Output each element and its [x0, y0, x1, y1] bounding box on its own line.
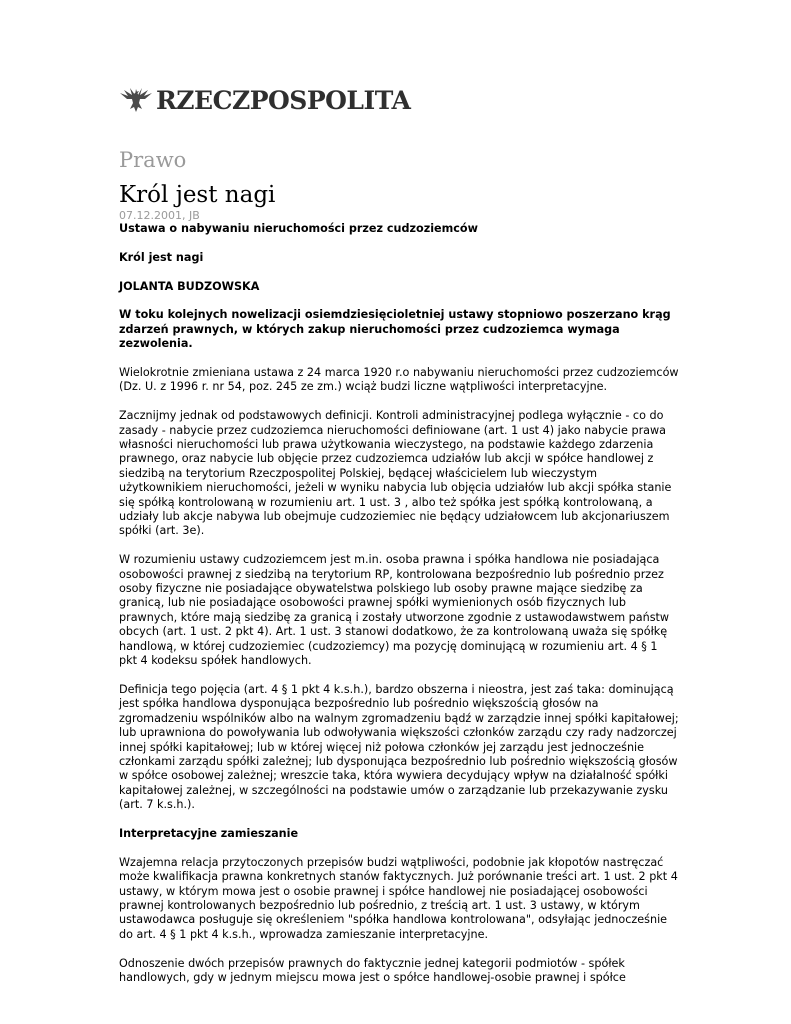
eagle-emblem-icon	[118, 85, 154, 115]
article-subtitle: Ustawa o nabywaniu nieruchomości przez cudzoziemców	[119, 222, 478, 235]
section-heading: Interpretacyjne zamieszanie	[119, 826, 299, 840]
article-heading: Król jest nagi	[119, 250, 204, 264]
logo-wordmark: RZECZPOSPOLITA	[156, 85, 411, 115]
paragraph-6: Odnoszenie dwóch przepisów prawnych do faktycznie jednej kategorii podmiotów - spółek handlowych, gdy w jednym miejscu mowa jest o spółce handlowej-osobie prawnej i spółce	[119, 956, 626, 984]
paragraph-1: Wielokrotnie zmieniana ustawa z 24 marca 1920 r.o nabywaniu nieruchomości przez cudzoziemców (Dz. U. z 1996 r. nr 54, poz. 245 ze zm.) wciąż budzi liczne wątpliwości interpretacyjne.	[119, 366, 679, 394]
article-lead: W toku kolejnych nowelizacji osiemdziesięcioletniej ustawy stopniowo poszerzano krąg zdarzeń prawnych, w których zakup nieruchomości przez cudzoziemca wymaga zezwolenia.	[119, 308, 671, 351]
page-title: Król jest nagi	[119, 182, 276, 208]
article-body	[119, 222, 679, 1000]
date-author-line: 07.12.2001, JB	[119, 209, 200, 222]
article-author: JOLANTA BUDZOWSKA	[119, 279, 260, 293]
paragraph-5: Wzajemna relacja przytoczonych przepisów budzi wątpliwości, podobnie jak kłopotów nastręczać może kwalifikacja prawna konkretnych stanów faktycznych. Już porównanie treści art. 1 ust. 2 pkt 4 ustawy, w którym mowa jest o osobie prawnej i spółce handlowej nie posiadającej osobowości prawnej kontrolowanych bezpośrednio lub pośrednio, z treścią art. 1 ust. 3 ustawy, w którym ustawodawca posługuje się określeniem "spółka handlowa kontrolowana", odsyłając jednocześnie do art. 4 § 1 pkt 4 k.s.h., wprowadza zamieszanie interpretacyjne.	[119, 855, 678, 941]
section-title: Prawo	[119, 148, 187, 172]
paragraph-2: Zacznijmy jednak od podstawowych definicji. Kontroli administracyjnej podlega wyłącznie - co do zasady - nabycie przez cudzoziemca nieruchomości definiowane (art. 1 ust 4) jako nabycie prawa własności nieruchomości lub prawa użytkowania wieczystego, na podstawie każdego zdarzenia prawnego, oraz nabycie lub objęcie przez cudzoziemca udziałów lub akcji w spółce handlowej z siedzibą na terytorium Rzeczpospolitej Polskiej, będącej właścicielem lub wieczystym użytkownikiem nieruchomości, jeżeli w wyniku nabycia lub objęcia udziałów lub akcji spółka stanie się spółką kontrolowaną w rozumieniu art. 1 ust. 3 , albo też spółka jest spółką kontrolowaną, a udziały lub akcje nabywa lub obejmuje cudzoziemiec nie będący udziałowcem lub akcjonariuszem spółki (art. 3e).	[119, 409, 672, 538]
paragraph-3: W rozumieniu ustawy cudzoziemcem jest m.in. osoba prawna i spółka handlowa nie posiadająca osobowości prawnej z siedzibą na terytorium RP, kontrolowana bezpośrednio lub pośrednio przez osoby fizyczne nie posiadające obywatelstwa polskiego lub osoby prawne mające siedzibę za granicą, lub nie posiadające osobowości prawnej spółki wymienionych osób fizycznych lub prawnych, które mają siedzibę za granicą i zostały utworzone zgodnie z ustawodawstwem państw obcych (art. 1 ust. 2 pkt 4). Art. 1 ust. 3 stanowi dodatkowo, że za kontrolowaną uważa się spółkę handlową, w której cudzoziemiec (cudzoziemcy) ma pozycję dominującą w rozumieniu art. 4 § 1 pkt 4 kodeksu spółek handlowych.	[119, 553, 670, 668]
newspaper-logo	[118, 84, 410, 116]
paragraph-4: Definicja tego pojęcia (art. 4 § 1 pkt 4 k.s.h.), bardzo obszerna i nieostra, jest zaś taka: dominującą jest spółka handlowa dysponująca bezpośrednio lub pośrednio większością głosów na zgromadzeniu wspólników albo na walnym zgromadzeniu bądź w zarządzie innej spółki kapitałowej; lub uprawniona do powoływania lub odwoływania większości członków zarządu czy rady nadzorczej innej spółki kapitałowej; lub w której więcej niż połowa członków jej zarządu jest jednocześnie członkami zarządu spółki zależnej; lub dysponująca bezpośrednio lub pośrednio większością głosów w spółce osobowej zależnej; wreszcie taka, która wywiera decydujący wpływ na działalność spółki kapitałowej zależnej, w szczególności na podstawie umów o zarządzanie lub przekazywanie zysku (art. 7 k.s.h.).	[119, 682, 679, 812]
